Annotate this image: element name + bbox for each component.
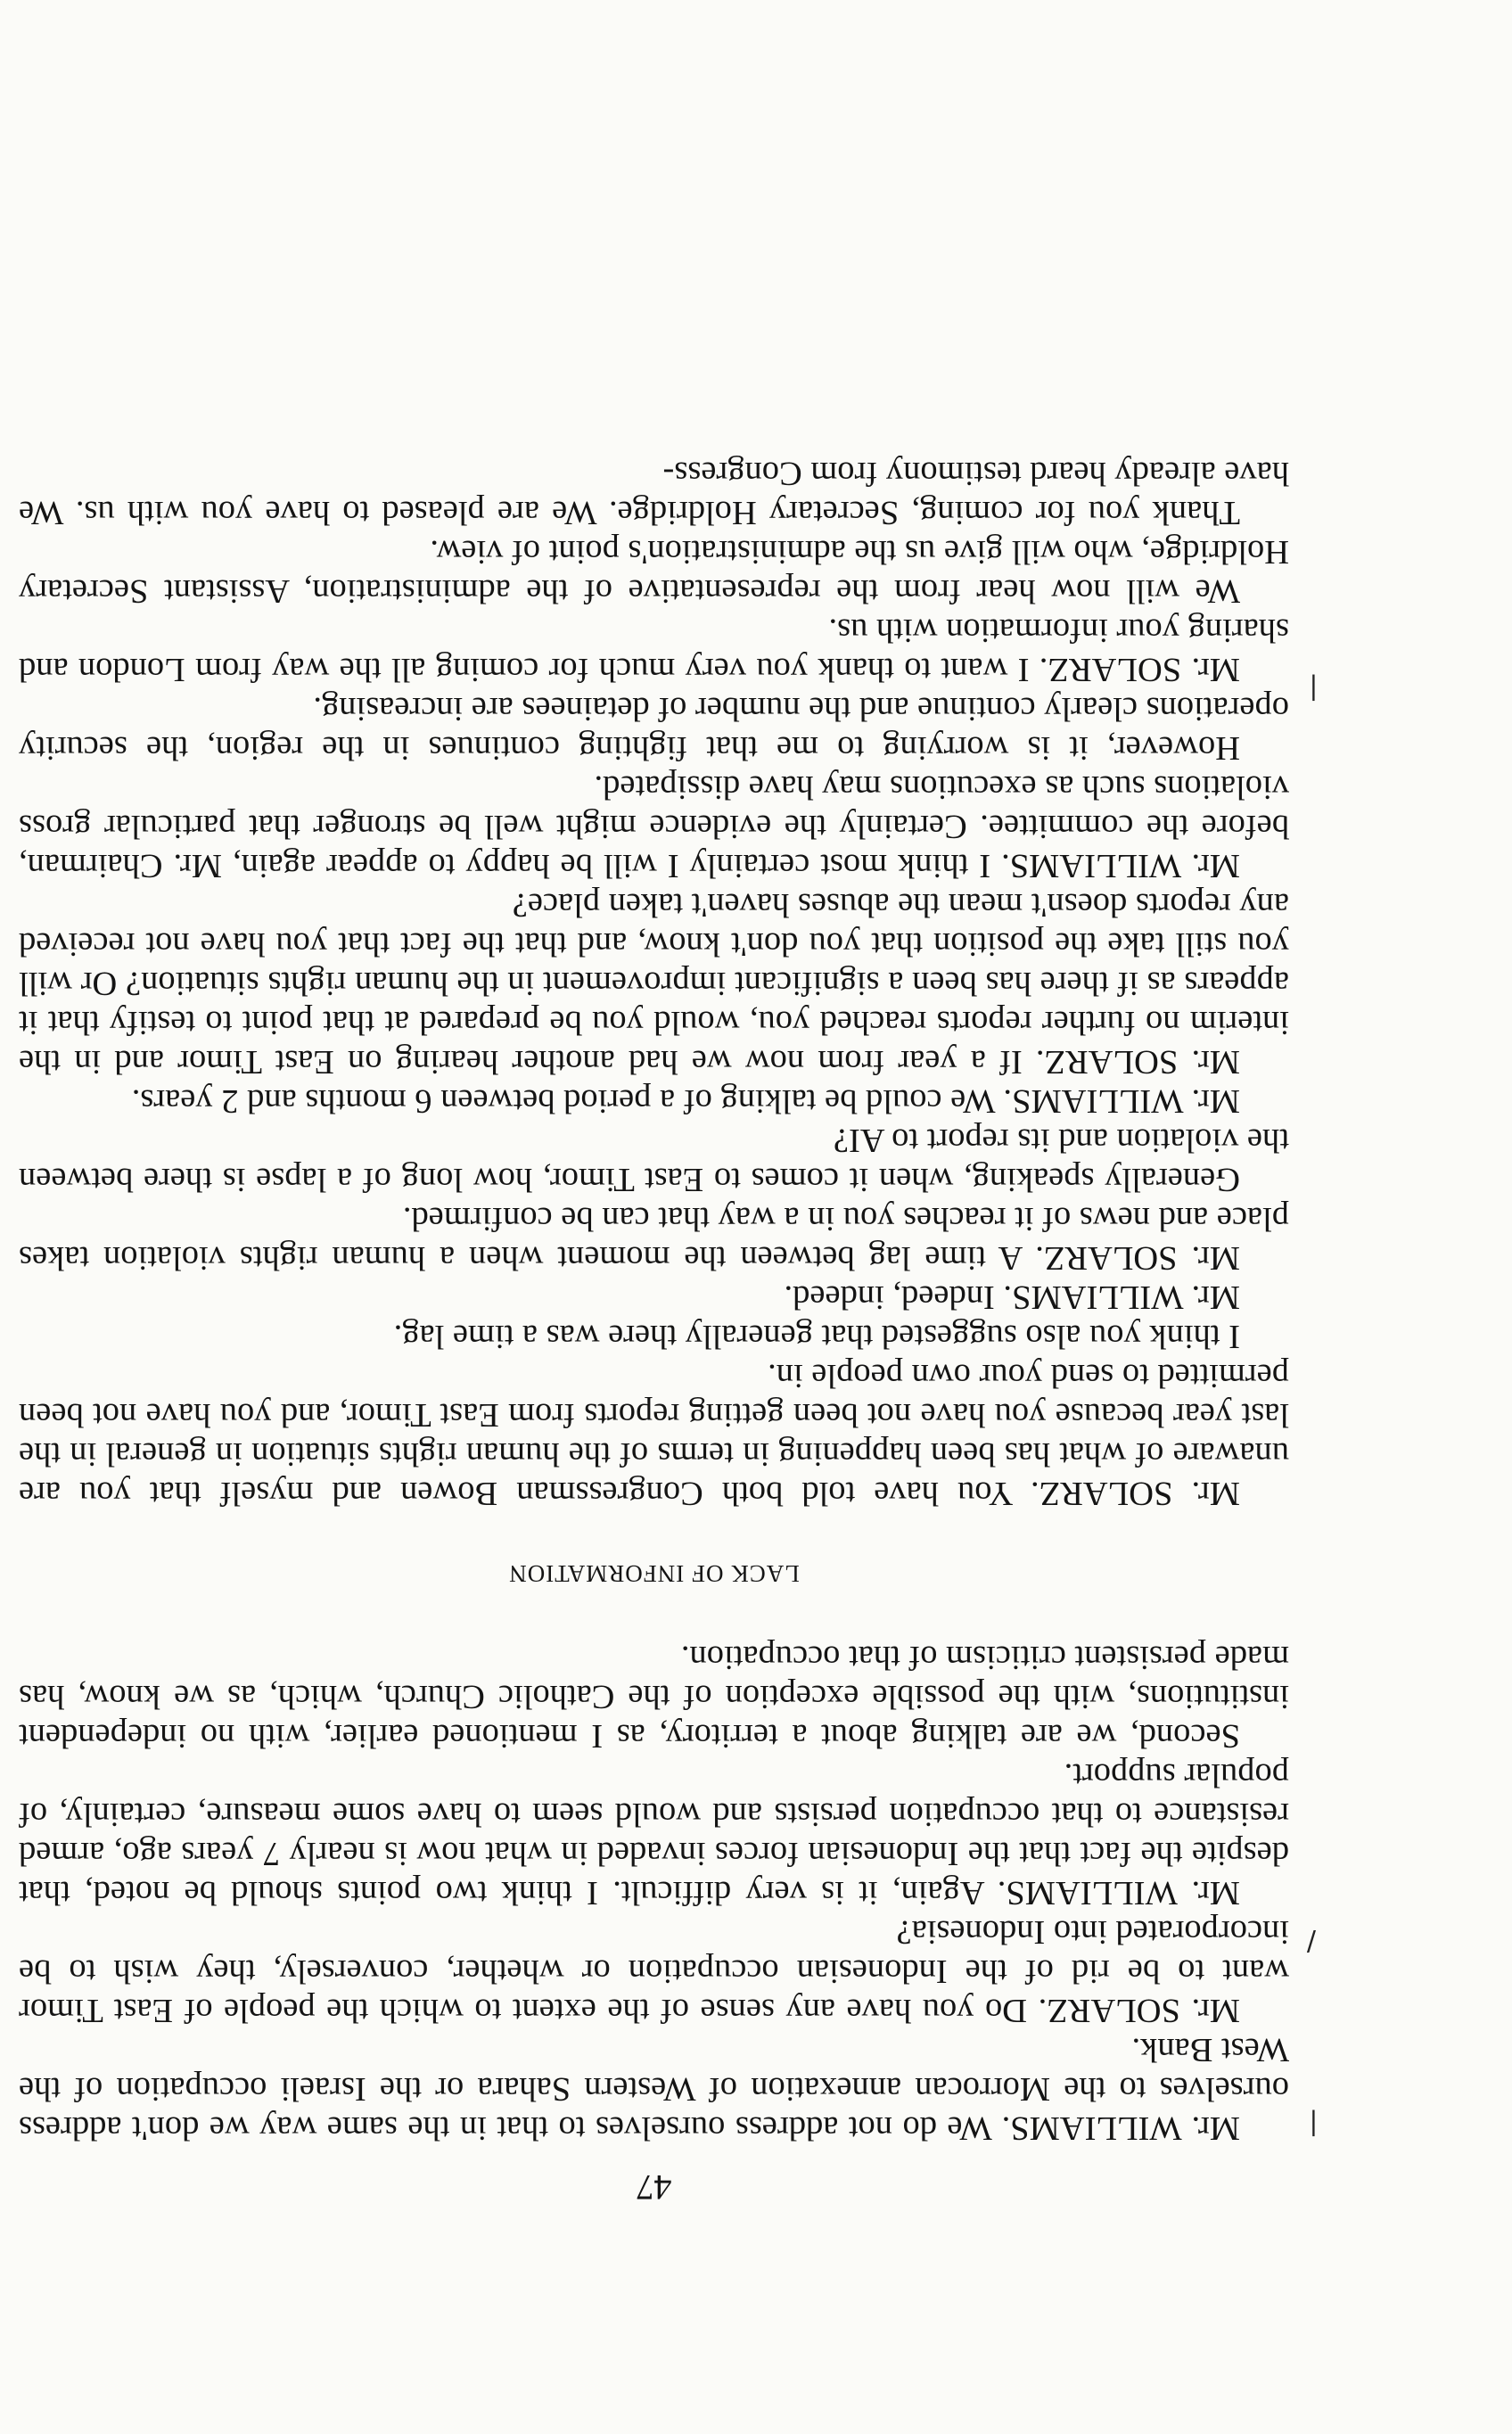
paragraph: Mr. SOLARZ. If a year from now we had another hearing on East Timor and in the interim no further reports reached you, would you be prepared at that point to testify that it appears as if there has been a significant improvement in the human rights situation? Or will you still take the position that you don't know, and that the fact that you have not received any reports doesn't mean the abuses haven't taken place? <box>19 886 1289 1081</box>
paragraph: Mr. WILLIAMS. We could be talking of a period between 6 months and 2 years. <box>131 1082 1240 1120</box>
paragraph: Mr. SOLARZ. Do you have any sense of the extent to which the people of East Timor want to be rid of the Indonesian occupation or whether, conversely, they wish to be incorporated into Indonesia? <box>19 1913 1289 2029</box>
paragraph: Thank you for coming, Secretary Holdridge. We are pleased to have you with us. We have already heard testimony from Congress- <box>19 455 1289 531</box>
paragraph: Second, we are talking about a territory, as I mentioned earlier, with no independent institutions, with the possible exception of the Catholic Church, which, as we know, has made persistent criticism of that occupation. <box>19 1639 1289 1755</box>
margin-annotation: ∣ <box>1307 2109 1320 2140</box>
paragraph: Mr. SOLARZ. A time lag between the moment when a human rights violation takes place and news of it reaches you in a way that can be confirmed. <box>19 1200 1289 1277</box>
margin-annotation: / <box>1306 1926 1316 1957</box>
paragraph: Generally speaking, when it comes to East Timor, how long of a lapse is there between the violation and its report to AI? <box>19 1122 1289 1198</box>
page-number: 47 <box>636 2167 672 2208</box>
paragraph: Mr. SOLARZ. You have told both Congressman Bowen and myself that you are unaware of what has been happening in terms of the human rights situation in general in the last year because you have not been getting reports from East Timor, and you have not been permitted to send your own people in. <box>19 1357 1289 1512</box>
paragraph: Mr. WILLIAMS. We do not address ourselves to that in the same way we don't address ourselves to the Morrocan annexation of Western Sahara or the Israeli occupation of the West Bank. <box>19 2031 1289 2147</box>
paragraph: Mr. WILLIAMS. Again, it is very difficult. I think two points should be noted, that despite the fact that the Indonesian forces invaded in what now is nearly 7 years ago, armed resistance to that occupation persists and would seem to have some measure, certainly, of popular support. <box>19 1756 1289 1912</box>
section-heading: LACK OF INFORMATION <box>508 1560 800 1587</box>
paragraph: Mr. WILLIAMS. Indeed, indeed. <box>784 1279 1240 1316</box>
page-content <box>19 454 1289 2207</box>
margin-annotation: ∣ <box>1307 673 1320 704</box>
paragraph: I think you also suggested that generally there was a time lag. <box>393 1318 1240 1355</box>
paragraph: Mr. WILLIAMS. I think most certainly I will be happy to appear again, Mr. Chairman, before the committee. Certainly the evidence might well be stronger that particular gross violations such as executions may have dissipated. <box>19 769 1289 884</box>
paragraph: However, it is worrying to me that fighting continues in the region, the security operations clearly continue and the number of detainees are increasing. <box>19 690 1289 767</box>
paragraph: Mr. SOLARZ. I want to thank you very much for coming all the way from London and sharing your information with us. <box>19 612 1289 688</box>
paragraph: We will now hear from the representative of the administration, Assistant Secretary Holdridge, who will give us the administration's point of view. <box>19 533 1289 610</box>
